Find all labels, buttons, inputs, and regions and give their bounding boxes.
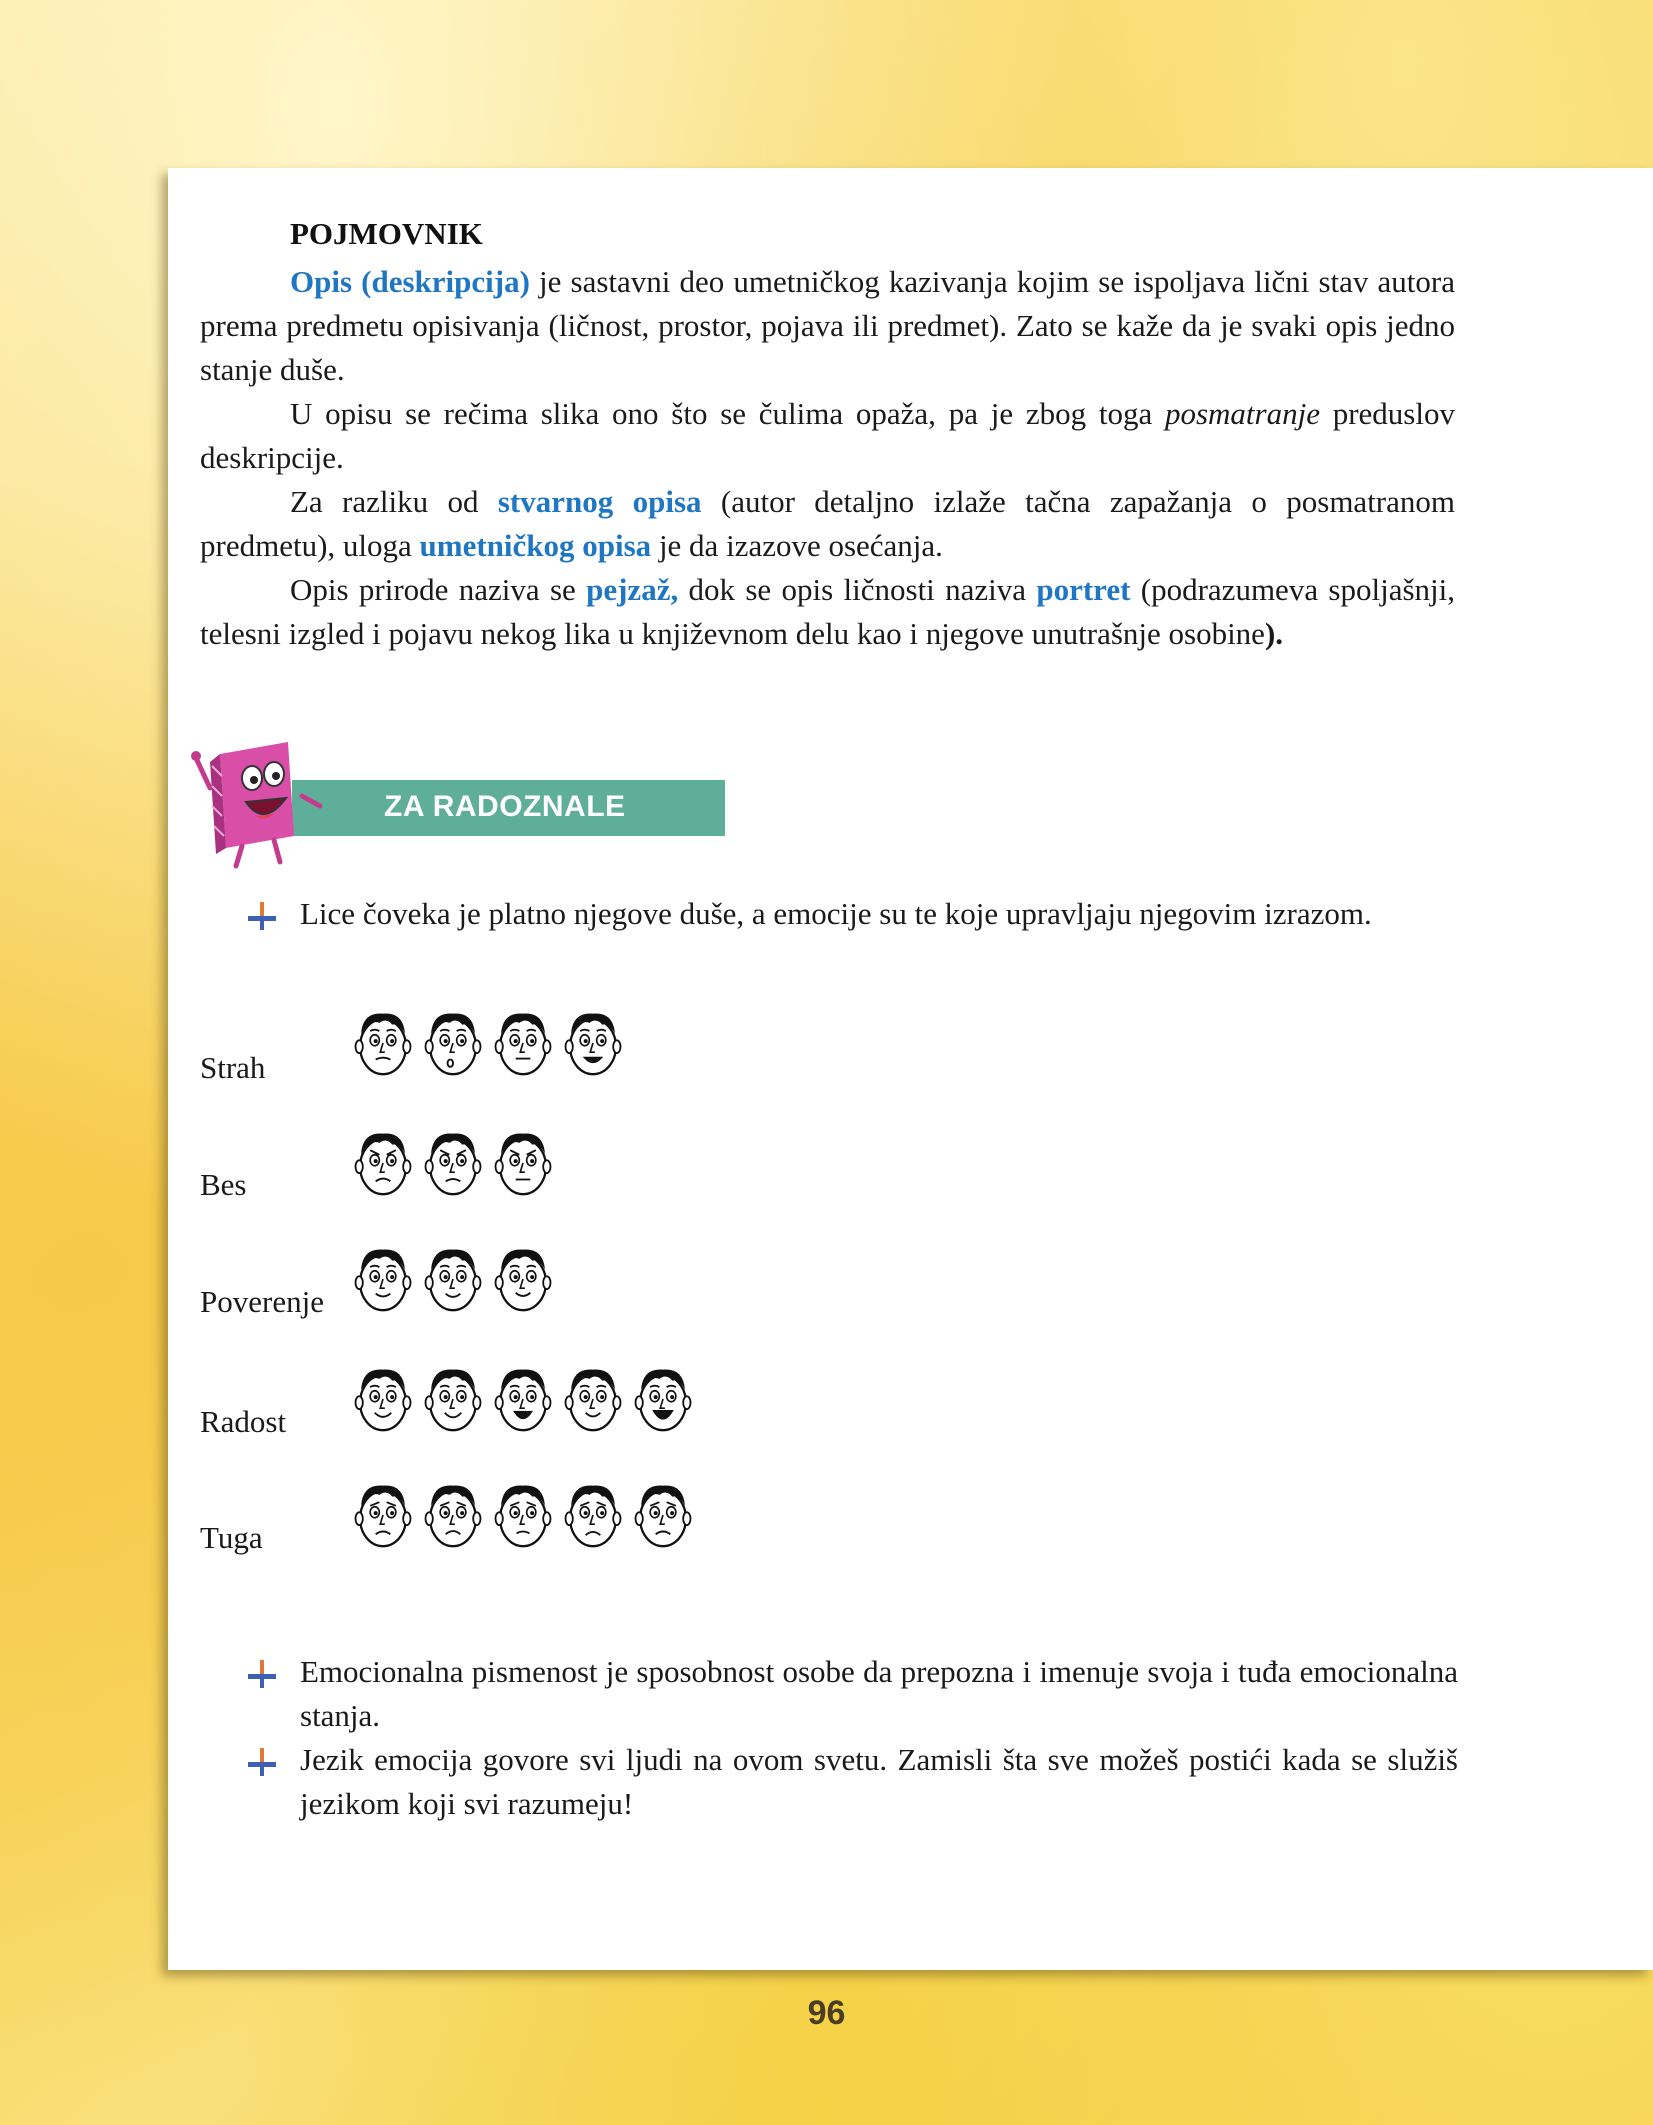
paragraph-text: Za razliku od xyxy=(290,484,498,519)
paragraph-real-vs-artistic xyxy=(200,480,1455,568)
cartoon-face-icon xyxy=(490,1004,556,1082)
cartoon-face-icon xyxy=(490,1360,556,1438)
paragraph-text: je da izazove osećanja. xyxy=(651,528,943,563)
term-stvarni-opis: stvarnog opisa xyxy=(497,484,702,519)
book-mascot-icon xyxy=(190,736,330,872)
cartoon-face-icon xyxy=(630,1360,696,1438)
list-item-text: Jezik emocija govore svi ljudi na ovom svetu. Zamisli šta sve možeš postići kada se služiš jezikom koji svi razumeju! xyxy=(300,1742,1458,1821)
page-number: 96 xyxy=(807,1994,846,2032)
glossary-heading: POJMOVNIK xyxy=(290,216,483,251)
cartoon-face-icon xyxy=(420,1476,486,1554)
cartoon-face-icon xyxy=(350,1476,416,1554)
cross-bullet-icon xyxy=(248,1748,276,1776)
paragraph-text: (autor detaljno izlaže tačna zapažanja o posmatranom predmetu), uloga xyxy=(200,484,1455,563)
term-portret: portret xyxy=(1036,572,1131,607)
cartoon-face-icon xyxy=(560,1476,626,1554)
paragraph-description xyxy=(200,260,1455,392)
cartoon-face-icon xyxy=(350,1240,416,1318)
cartoon-face-icon xyxy=(350,1004,416,1082)
cartoon-face-icon xyxy=(560,1004,626,1082)
term-opis: Opis (deskripcija) xyxy=(290,264,530,299)
paragraph-text: preduslov deskripcije. xyxy=(200,396,1455,475)
term-umetnicki-opis: umetničkog opisa xyxy=(419,528,652,563)
paragraph-text: dok se opis ličnosti naziva xyxy=(678,572,1037,607)
face-row-bes xyxy=(350,1124,560,1204)
emotion-label-bes: Bes xyxy=(200,1167,247,1202)
paragraph-landscape-portrait xyxy=(200,568,1455,656)
paragraph-text: U opisu se rečima slika ono što se čulima opaža, pa je zbog toga xyxy=(290,396,1165,431)
section-banner-label: ZA RADOZNALE xyxy=(384,790,626,823)
paragraph-text: Opis prirode naziva se xyxy=(290,572,587,607)
face-row-poverenje xyxy=(350,1240,560,1320)
paragraph-text: (podrazumeva spoljašnji, telesni izgled i pojavu nekog lika u književnom delu kao i njegove unutrašnje osobine xyxy=(200,572,1455,651)
emotion-label-strah: Strah xyxy=(200,1050,266,1085)
cartoon-face-icon xyxy=(420,1124,486,1202)
cartoon-face-icon xyxy=(490,1476,556,1554)
emotion-label-poverenje: Poverenje xyxy=(200,1284,324,1319)
term-pejzaz: pejzaž, xyxy=(586,572,679,607)
cartoon-face-icon xyxy=(630,1476,696,1554)
list-item-text: Lice čoveka je platno njegove duše, a emocije su te koje upravljaju njegovim izrazom. xyxy=(300,896,1372,931)
face-row-radost xyxy=(350,1360,700,1440)
cross-bullet-icon xyxy=(248,902,276,930)
paragraph-text: je sastavni deo umetničkog kazivanja kojim se ispoljava lični stav autora prema predmetu opisivanja (ličnost, prostor, pojava ili predmet). Zato se kaže da je svaki opis jedno stanje duše. xyxy=(200,264,1455,387)
cartoon-face-icon xyxy=(490,1124,556,1202)
emotion-label-tuga: Tuga xyxy=(200,1520,263,1555)
paragraph-observation xyxy=(200,392,1455,480)
emotion-label-radost: Radost xyxy=(200,1404,287,1439)
cartoon-face-icon xyxy=(350,1124,416,1202)
cartoon-face-icon xyxy=(420,1004,486,1082)
cartoon-face-icon xyxy=(490,1240,556,1318)
cartoon-face-icon xyxy=(420,1360,486,1438)
face-row-tuga xyxy=(350,1476,700,1556)
cartoon-face-icon xyxy=(420,1240,486,1318)
cross-bullet-icon xyxy=(248,1660,276,1688)
paragraph-end: ). xyxy=(1264,616,1284,651)
face-row-strah xyxy=(350,1004,630,1084)
list-item-text: Emocionalna pismenost je sposobnost osobe da prepozna i imenuje svoja i tuđa emocionalna stanja. xyxy=(300,1654,1458,1733)
cartoon-face-icon xyxy=(350,1360,416,1438)
cartoon-face-icon xyxy=(560,1360,626,1438)
italic-term: posmatranje xyxy=(1164,396,1320,431)
